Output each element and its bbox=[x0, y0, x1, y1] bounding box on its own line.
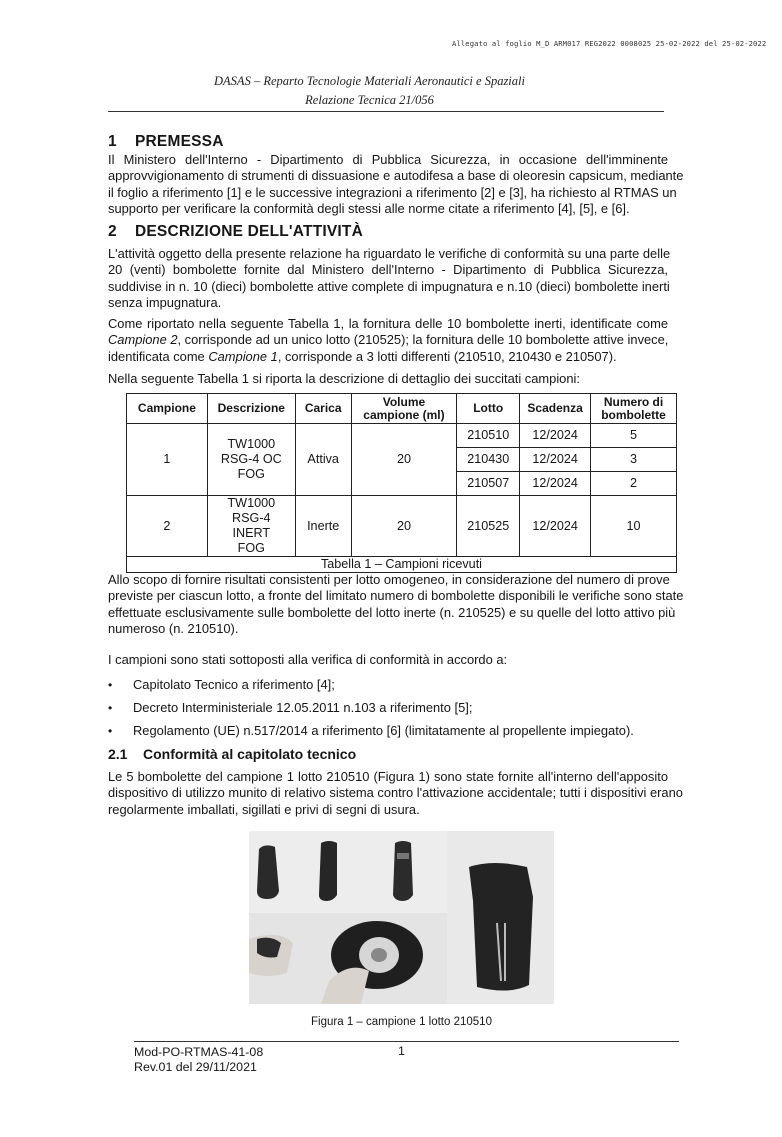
list-item bbox=[108, 677, 335, 692]
samples-table bbox=[126, 393, 677, 573]
bullet-icon: • bbox=[108, 701, 113, 715]
list-item-text: Decreto Interministeriale 12.05.2011 n.103 a riferimento [5]; bbox=[133, 700, 473, 715]
list-item bbox=[108, 700, 472, 715]
col-header: Lotto bbox=[457, 394, 520, 424]
text-line: supporto per verificare la conformità degli stessi alle norme citate a riferimento [4], [5], e [6]. bbox=[108, 200, 630, 216]
cell-lotto: 210525 bbox=[457, 496, 520, 557]
text-line: approvvigionamento di strumenti di dissuasione e autodifesa a base di oleoresin capsicum, mediante bbox=[108, 168, 684, 184]
text-line bbox=[108, 349, 668, 365]
table-caption: Tabella 1 – Campioni ricevuti bbox=[127, 557, 677, 573]
footer-form-code: Mod-PO-RTMAS-41-08 bbox=[134, 1045, 264, 1059]
col-header: Descrizione bbox=[207, 394, 295, 424]
cell-numero: 3 bbox=[591, 448, 677, 472]
cell-campione: 2 bbox=[127, 496, 208, 557]
bullet-icon: • bbox=[108, 678, 113, 692]
table-caption-row bbox=[127, 557, 677, 573]
cell-lotto: 210430 bbox=[457, 448, 520, 472]
cell-scadenza: 12/2024 bbox=[520, 448, 591, 472]
section-2-title: DESCRIZIONE DELL'ATTIVITÀ bbox=[135, 223, 363, 240]
section-2-paragraph-3 bbox=[108, 371, 668, 387]
figure-1-caption: Figura 1 – campione 1 lotto 210510 bbox=[311, 1016, 492, 1028]
header-department: DASAS – Reparto Tecnologie Materiali Aeronautici e Spaziali bbox=[214, 74, 525, 88]
text-line: dispositivo di utilizzo munito di relativo sistema contro l'attivazione accidentale; tutti i dispositivi erano bbox=[108, 785, 683, 801]
section-2-1-title: Conformità al capitolato tecnico bbox=[143, 746, 357, 762]
text-line: il foglio a riferimento [1] e le successive integrazioni a riferimento [2] e [3], ha richiesto al RTMAS un bbox=[108, 184, 677, 200]
cell-campione: 1 bbox=[127, 424, 208, 496]
table-row bbox=[127, 496, 677, 557]
table-header-row bbox=[127, 394, 677, 424]
section-2-number: 2 bbox=[108, 223, 117, 240]
italic-sample-ref: Campione 1 bbox=[208, 348, 278, 364]
cell-scadenza: 12/2024 bbox=[520, 424, 591, 448]
figure-1-photo bbox=[249, 831, 554, 1004]
text-line: regolarmente imballati, sigillati e privi di segni di usura. bbox=[108, 801, 420, 817]
section-1-number: 1 bbox=[108, 133, 117, 150]
text-fragment: , corrisponde ad un unico lotto (210525); la fornitura delle 10 bombolette attive invece, bbox=[177, 332, 669, 348]
device-label-center bbox=[371, 948, 387, 962]
text-line: previste per ciascun lotto, a fronte del limitato numero di bombolette disponibili le verifiche sono state bbox=[108, 588, 684, 604]
footer-divider bbox=[134, 1041, 679, 1042]
protocol-stamp: Allegato al foglio M_D ARM017 REG2022 0008025 25-02-2022 del 25-02-2022 bbox=[452, 39, 767, 48]
col-header: Carica bbox=[295, 394, 351, 424]
section-1-heading bbox=[108, 133, 224, 151]
text-line: numeroso (n. 210510). bbox=[108, 620, 239, 636]
text-line: 20 (venti) bombolette fornite dal Ministero dell'Interno - Dipartimento di Pubblica Sicurezza, bbox=[108, 262, 668, 278]
text-fragment: identificata come bbox=[108, 348, 209, 364]
canister-tip bbox=[257, 938, 281, 958]
text-line: I campioni sono stati sottoposti alla verifica di conformità in accordo a: bbox=[108, 652, 508, 667]
text-line: Le 5 bombolette del campione 1 lotto 210510 (Figura 1) sono state fornite all'interno dell'apposito bbox=[108, 769, 668, 784]
section-2-paragraph-1 bbox=[108, 246, 671, 311]
section-2-1-heading bbox=[108, 746, 356, 762]
page-number: 1 bbox=[398, 1044, 405, 1058]
cell-volume: 20 bbox=[351, 424, 457, 496]
col-header: Numero di bombolette bbox=[591, 394, 677, 424]
text-line: suddivise in n. 10 (dieci) bombolette attive complete di impugnatura e n.10 (dieci) bombolette inerti bbox=[108, 278, 670, 294]
cell-lotto: 210510 bbox=[457, 424, 520, 448]
section-2-heading bbox=[108, 223, 363, 241]
cell-carica: Inerte bbox=[295, 496, 351, 557]
list-item-text: Regolamento (UE) n.517/2014 a riferimento [6] (limitatamente al propellente impiegato). bbox=[133, 723, 634, 738]
col-header: Scadenza bbox=[520, 394, 591, 424]
text-line: L'attività oggetto della presente relazione ha riguardato le verifiche di conformità su una parte delle bbox=[108, 246, 671, 261]
bullet-icon: • bbox=[108, 724, 113, 738]
text-line: senza impugnatura. bbox=[108, 294, 222, 310]
text-line bbox=[108, 332, 668, 348]
paragraph-lots bbox=[108, 572, 684, 637]
header-report-number: Relazione Tecnica 21/056 bbox=[305, 93, 434, 107]
list-item-text: Capitolato Tecnico a riferimento [4]; bbox=[133, 677, 335, 692]
text-line: Allo scopo di fornire risultati consistenti per lotto omogeneo, in considerazione del numero di prove bbox=[108, 572, 670, 587]
text-fragment: , corrisponde a 3 lotti differenti (210510, 210430 e 210507). bbox=[277, 348, 617, 364]
text-line: Come riportato nella seguente Tabella 1, la fornitura delle 10 bombolette inerti, identificate come bbox=[108, 316, 668, 331]
cell-numero: 10 bbox=[591, 496, 677, 557]
section-1-title: PREMESSA bbox=[135, 133, 224, 150]
cell-descrizione: TW1000 RSG-4 OC FOG bbox=[207, 424, 295, 496]
section-1-paragraph bbox=[108, 152, 684, 217]
cell-numero: 2 bbox=[591, 472, 677, 496]
canister-3 bbox=[393, 841, 413, 901]
footer-revision: Rev.01 del 29/11/2021 bbox=[134, 1060, 257, 1074]
photo-panel-top bbox=[249, 831, 449, 913]
paragraph-conformity-intro bbox=[108, 652, 668, 668]
cell-scadenza: 12/2024 bbox=[520, 496, 591, 557]
italic-sample-ref: Campione 2 bbox=[108, 332, 178, 348]
canister-label bbox=[397, 853, 409, 859]
cell-scadenza: 12/2024 bbox=[520, 472, 591, 496]
text-line: Il Ministero dell'Interno - Dipartimento di Pubblica Sicurezza, in occasione dell'imminente bbox=[108, 152, 668, 167]
list-item bbox=[108, 723, 634, 738]
cell-volume: 20 bbox=[351, 496, 457, 557]
section-2-1-number: 2.1 bbox=[108, 746, 128, 762]
photo-collage bbox=[249, 831, 554, 1004]
col-header: Volume campione (ml) bbox=[351, 394, 457, 424]
table-row bbox=[127, 424, 677, 448]
cell-carica: Attiva bbox=[295, 424, 351, 496]
cell-descrizione: TW1000 RSG-4 INERT FOG bbox=[207, 496, 295, 557]
section-2-1-paragraph bbox=[108, 769, 683, 818]
header-divider bbox=[108, 111, 664, 112]
section-2-paragraph-2 bbox=[108, 316, 668, 365]
cell-lotto: 210507 bbox=[457, 472, 520, 496]
canister-2 bbox=[319, 841, 337, 901]
cell-numero: 5 bbox=[591, 424, 677, 448]
text-line: effettuate esclusivamente sulle bombolette del lotto inerte (n. 210525) e su quelle del lotto attivo più bbox=[108, 604, 676, 620]
text-line: Nella seguente Tabella 1 si riporta la descrizione di dettaglio dei succitati campioni: bbox=[108, 371, 580, 386]
col-header: Campione bbox=[127, 394, 208, 424]
